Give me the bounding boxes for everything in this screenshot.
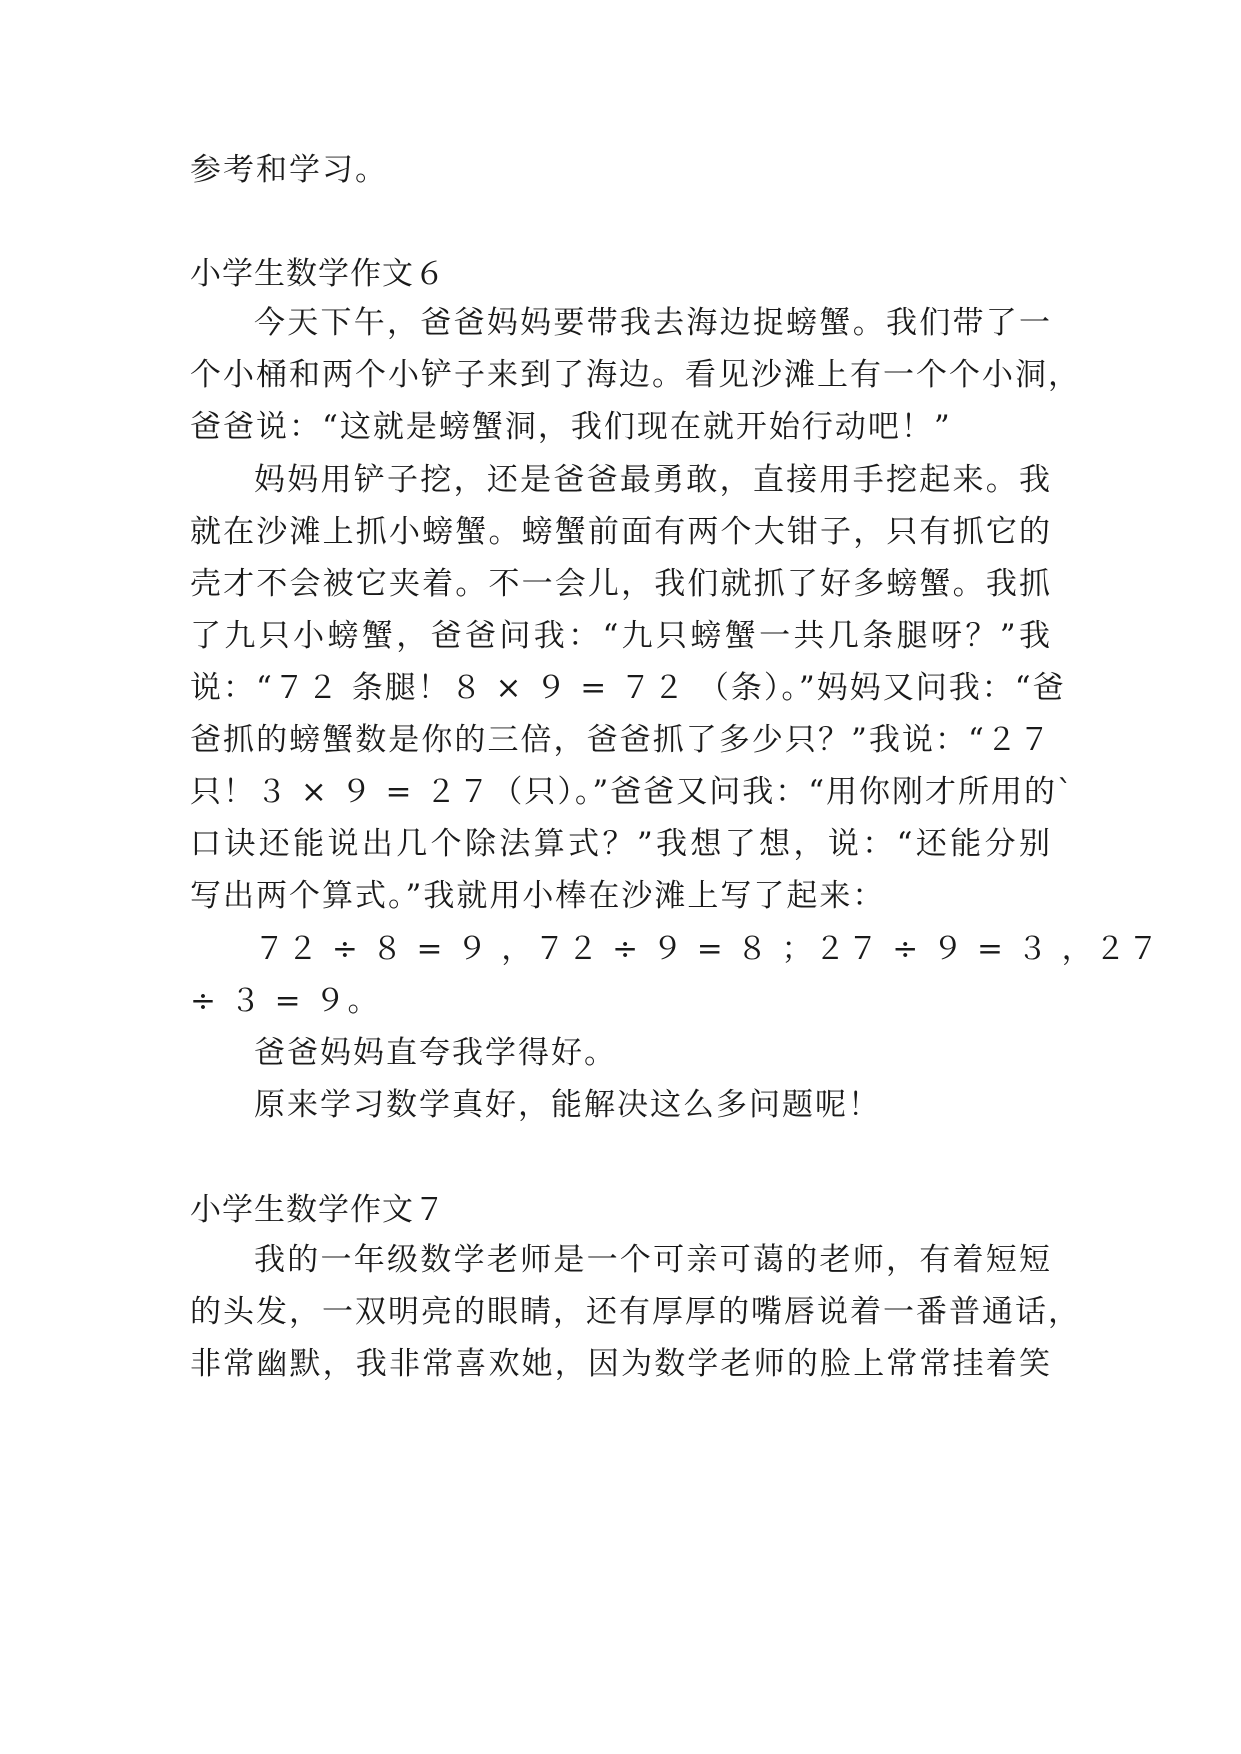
section-6-equations-line-2: ÷ ３ = ９。 [190,983,381,1019]
section-6-line-1: 今天下午，爸爸妈妈要带我去海边捉螃蟹。我们带了一 [254,305,1052,341]
section-6-line-4: 妈妈用铲子挖，还是爸爸最勇敢，直接用手挖起来。我 [254,462,1052,498]
section-6-line-12: 写出两个算式。”我就用小棒在沙滩上写了起来： [190,878,886,914]
section-7-title: 小学生数学作文７ [190,1192,446,1228]
section-6-line-15: 爸爸妈妈直夸我学得好。 [254,1035,617,1071]
section-7-line-3: 非常幽默，我非常喜欢她，因为数学老师的脸上常常挂着笑 [190,1346,1052,1382]
section-7-line-2: 的头发，一双明亮的眼睛，还有厚厚的嘴唇说着一番普通话， [190,1294,1081,1330]
section-6-line-7: 了九只小螃蟹，爸爸问我：“九只螃蟹一共几条腿呀？”我 [190,618,1052,654]
section-6-line-5: 就在沙滩上抓小螃蟹。螃蟹前面有两个大钳子，只有抓它的 [190,514,1052,550]
section-7-line-1: 我的一年级数学老师是一个可亲可蔼的老师，有着短短 [254,1242,1052,1278]
section-6-line-11: 口诀还能说出几个除法算式？”我想了想，说：“还能分别 [190,826,1052,862]
section-6-equations-line-1: ７２ ÷ ８ = ９ ，７２ ÷ ９ = ８ ；２７ ÷ ９ = ３ ，２７ [254,931,1161,967]
section-6-line-8: 说：“７２ 条腿！８ × ９ = ７２ （条）。”妈妈又问我：“爸 [190,670,1066,706]
section-6-line-9: 爸抓的螃蟹数是你的三倍，爸爸抓了多少只？”我说：“２７ [190,722,1052,758]
section-6-line-10: 只！３ × ９ = ２７（只）。”爸爸又问我：“用你刚才所用的` [190,774,1075,810]
section-6-title: 小学生数学作文６ [190,256,446,292]
section-6-line-6: 壳才不会被它夹着。不一会儿，我们就抓了好多螃蟹。我抓 [190,566,1052,602]
section-6-line-2: 个小桶和两个小铲子来到了海边。看见沙滩上有一个个小洞， [190,357,1081,393]
intro-tail-text: 参考和学习。 [190,152,388,188]
section-6-line-16: 原来学习数学真好，能解决这么多问题呢！ [254,1087,881,1123]
section-6-line-3: 爸爸说：“这就是螃蟹洞，我们现在就开始行动吧！” [190,409,952,445]
